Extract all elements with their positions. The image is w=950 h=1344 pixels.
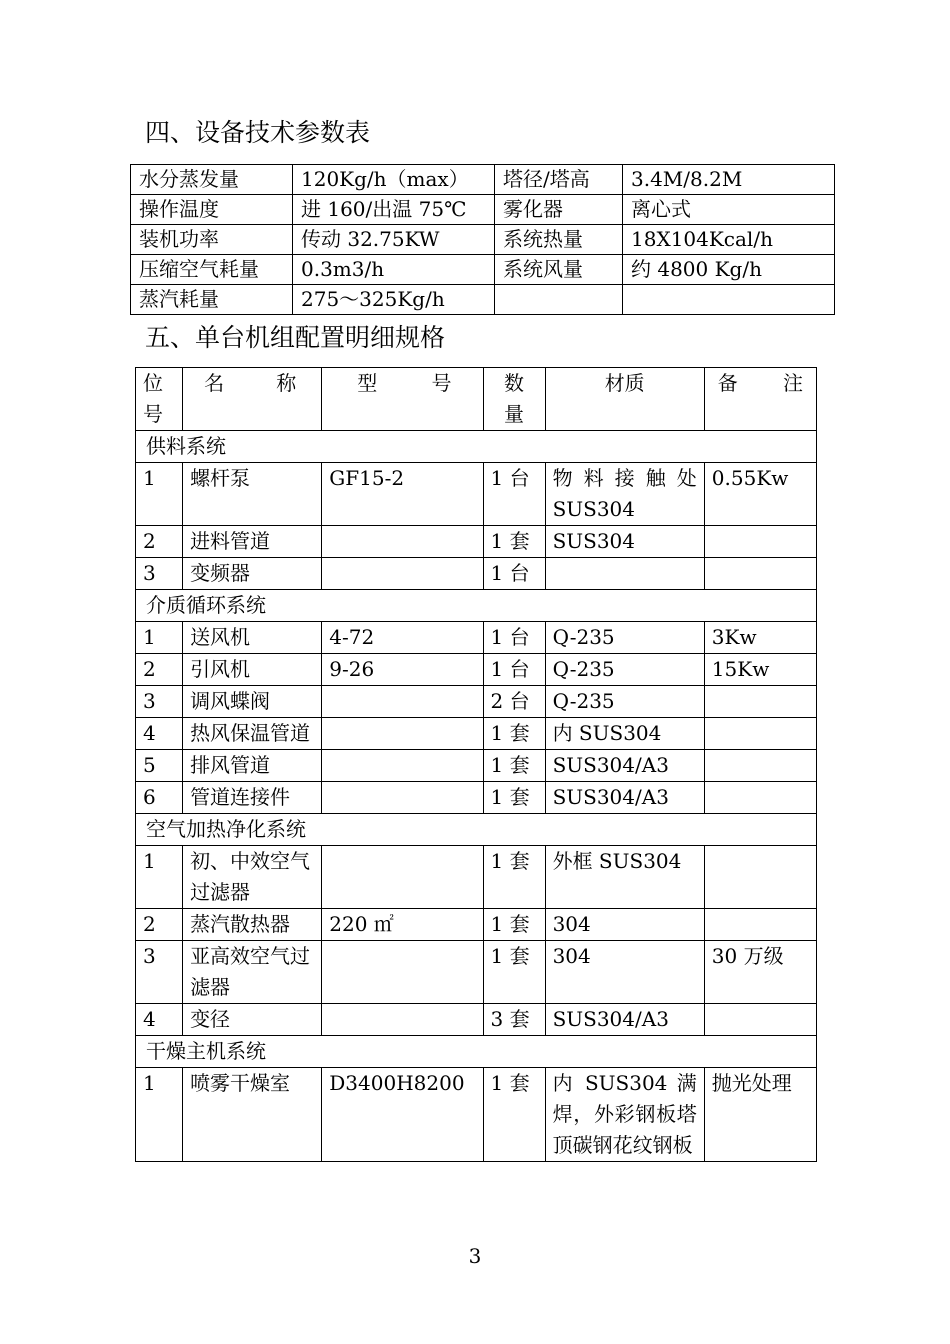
header-model: [322, 368, 483, 431]
parameter-label: 系统风量: [495, 255, 623, 285]
item-note: [704, 526, 816, 558]
table-header-row: [136, 368, 817, 431]
item-note: 30 万级: [704, 941, 816, 1004]
table-row: [136, 782, 817, 814]
parameter-value: 3.4M/8.2M: [623, 165, 835, 195]
item-material: 304: [545, 941, 704, 1004]
table-row: [136, 750, 817, 782]
item-note: [704, 1004, 816, 1036]
item-name: 喷雾干燥室: [183, 1068, 322, 1162]
item-note: 0.55Kw: [704, 463, 816, 526]
parameter-value: [623, 285, 835, 315]
item-material: [545, 558, 704, 590]
item-material: 内 SUS304 满焊，外彩钢板塔顶碳钢花纹钢板: [545, 1068, 704, 1162]
item-quantity: 1 套: [483, 909, 545, 941]
item-position: 2: [136, 654, 183, 686]
parameter-value: 275～325Kg/h: [293, 285, 495, 315]
parameter-row: [131, 255, 835, 285]
item-position: 3: [136, 558, 183, 590]
item-material: 内 SUS304: [545, 718, 704, 750]
item-model: [322, 718, 483, 750]
item-name: 蒸汽散热器: [183, 909, 322, 941]
item-quantity: 1 台: [483, 558, 545, 590]
item-quantity: 1 台: [483, 654, 545, 686]
item-position: 4: [136, 718, 183, 750]
item-position: 4: [136, 1004, 183, 1036]
item-name: 送风机: [183, 622, 322, 654]
item-quantity: 2 台: [483, 686, 545, 718]
group-header-row: [136, 431, 817, 463]
table-row: [136, 654, 817, 686]
group-header-row: [136, 1036, 817, 1068]
item-note: [704, 750, 816, 782]
item-note: [704, 846, 816, 909]
item-position: 5: [136, 750, 183, 782]
parameter-label: [495, 285, 623, 315]
item-quantity: 1 套: [483, 1068, 545, 1162]
section5-title: 五、单台机组配置明细规格: [145, 323, 446, 352]
section4-title: 四、设备技术参数表: [145, 118, 371, 147]
item-name: 调风蝶阀: [183, 686, 322, 718]
item-position: 6: [136, 782, 183, 814]
table-row: [136, 718, 817, 750]
item-quantity: 1 套: [483, 846, 545, 909]
parameter-value: 约 4800 Kg/h: [623, 255, 835, 285]
item-note: [704, 782, 816, 814]
table-row: [136, 686, 817, 718]
item-material: SUS304/A3: [545, 782, 704, 814]
item-position: 3: [136, 941, 183, 1004]
parameter-value: 120Kg/h（max）: [293, 165, 495, 195]
group-name: 干燥主机系统: [136, 1036, 817, 1068]
item-model: [322, 750, 483, 782]
item-note: [704, 558, 816, 590]
item-note: [704, 718, 816, 750]
parameter-label: 装机功率: [131, 225, 293, 255]
item-material: Q-235: [545, 622, 704, 654]
item-quantity: 1 套: [483, 782, 545, 814]
parameter-label: 系统热量: [495, 225, 623, 255]
item-material: SUS304: [545, 526, 704, 558]
header-position: [136, 368, 183, 431]
header-material-label: 材质: [604, 371, 645, 395]
item-position: 1: [136, 1068, 183, 1162]
item-position: 1: [136, 463, 183, 526]
header-name-char1: 名: [204, 371, 225, 395]
item-name: 螺杆泵: [183, 463, 322, 526]
table-row: [136, 909, 817, 941]
parameter-row: [131, 165, 835, 195]
table-row: [136, 941, 817, 1004]
header-note: [704, 368, 816, 431]
table-row: [136, 622, 817, 654]
group-header-row: [136, 590, 817, 622]
item-position: 2: [136, 526, 183, 558]
table-row: [136, 526, 817, 558]
header-quantity-line1: 数: [504, 371, 525, 395]
header-position-line2: 号: [143, 402, 163, 426]
item-quantity: 1 套: [483, 718, 545, 750]
item-name: 排风管道: [183, 750, 322, 782]
item-quantity: 1 套: [483, 526, 545, 558]
item-name: 变径: [183, 1004, 322, 1036]
item-quantity: 1 套: [483, 941, 545, 1004]
parameter-label: 蒸汽耗量: [131, 285, 293, 315]
header-note-char2: 注: [783, 371, 803, 395]
header-material: [545, 368, 704, 431]
page-number: 3: [468, 1244, 482, 1268]
header-position-line1: 位: [143, 371, 163, 395]
parameter-label: 雾化器: [495, 195, 623, 225]
group-header-row: [136, 814, 817, 846]
table-row: [136, 1068, 817, 1162]
item-name: 热风保温管道: [183, 718, 322, 750]
header-model-char2: 号: [431, 371, 452, 395]
parameter-row: [131, 225, 835, 255]
item-material: Q-235: [545, 654, 704, 686]
item-material: SUS304/A3: [545, 1004, 704, 1036]
item-note: 15Kw: [704, 654, 816, 686]
parameter-row: [131, 195, 835, 225]
item-model: [322, 686, 483, 718]
item-model: [322, 1004, 483, 1036]
parameter-value: 18X104Kcal/h: [623, 225, 835, 255]
item-model: [322, 941, 483, 1004]
item-quantity: 3 套: [483, 1004, 545, 1036]
parameter-label: 塔径/塔高: [495, 165, 623, 195]
item-position: 3: [136, 686, 183, 718]
header-quantity-line2: 量: [504, 402, 525, 426]
parameter-value: 离心式: [623, 195, 835, 225]
item-note: [704, 686, 816, 718]
parameter-value: 传动 32.75KW: [293, 225, 495, 255]
item-model: 4-72: [322, 622, 483, 654]
group-name: 介质循环系统: [136, 590, 817, 622]
item-position: 1: [136, 846, 183, 909]
item-material: SUS304/A3: [545, 750, 704, 782]
header-name-char2: 称: [276, 371, 297, 395]
parameter-row: [131, 285, 835, 315]
table-row: [136, 463, 817, 526]
parameter-label: 压缩空气耗量: [131, 255, 293, 285]
item-name: 初、中效空气过滤器: [183, 846, 322, 909]
item-material: 物料接触处SUS304: [545, 463, 704, 526]
item-model: 9-26: [322, 654, 483, 686]
parameter-label: 水分蒸发量: [131, 165, 293, 195]
group-name: 供料系统: [136, 431, 817, 463]
item-model: [322, 558, 483, 590]
item-material: 外框 SUS304: [545, 846, 704, 909]
item-material: Q-235: [545, 686, 704, 718]
group-name: 空气加热净化系统: [136, 814, 817, 846]
item-name: 变频器: [183, 558, 322, 590]
item-model: [322, 846, 483, 909]
item-position: 2: [136, 909, 183, 941]
configuration-table: [135, 367, 817, 1162]
header-note-char1: 备: [717, 371, 738, 395]
item-note: [704, 909, 816, 941]
item-name: 亚高效空气过滤器: [183, 941, 322, 1004]
item-model: [322, 782, 483, 814]
header-name: [183, 368, 322, 431]
item-model: [322, 526, 483, 558]
item-quantity: 1 台: [483, 622, 545, 654]
item-name: 管道连接件: [183, 782, 322, 814]
item-note: 抛光处理: [704, 1068, 816, 1162]
parameters-table: [130, 164, 835, 315]
item-quantity: 1 台: [483, 463, 545, 526]
header-model-char1: 型: [357, 371, 378, 395]
parameter-value: 0.3m3/h: [293, 255, 495, 285]
item-model: D3400H8200: [322, 1068, 483, 1162]
table-row: [136, 558, 817, 590]
item-name: 进料管道: [183, 526, 322, 558]
item-quantity: 1 套: [483, 750, 545, 782]
parameter-label: 操作温度: [131, 195, 293, 225]
item-model: GF15-2: [322, 463, 483, 526]
table-row: [136, 1004, 817, 1036]
item-material: 304: [545, 909, 704, 941]
parameter-value: 进 160/出温 75℃: [293, 195, 495, 225]
table-row: [136, 846, 817, 909]
item-name: 引风机: [183, 654, 322, 686]
item-position: 1: [136, 622, 183, 654]
header-quantity: [483, 368, 545, 431]
item-model: 220 ㎡: [322, 909, 483, 941]
item-note: 3Kw: [704, 622, 816, 654]
